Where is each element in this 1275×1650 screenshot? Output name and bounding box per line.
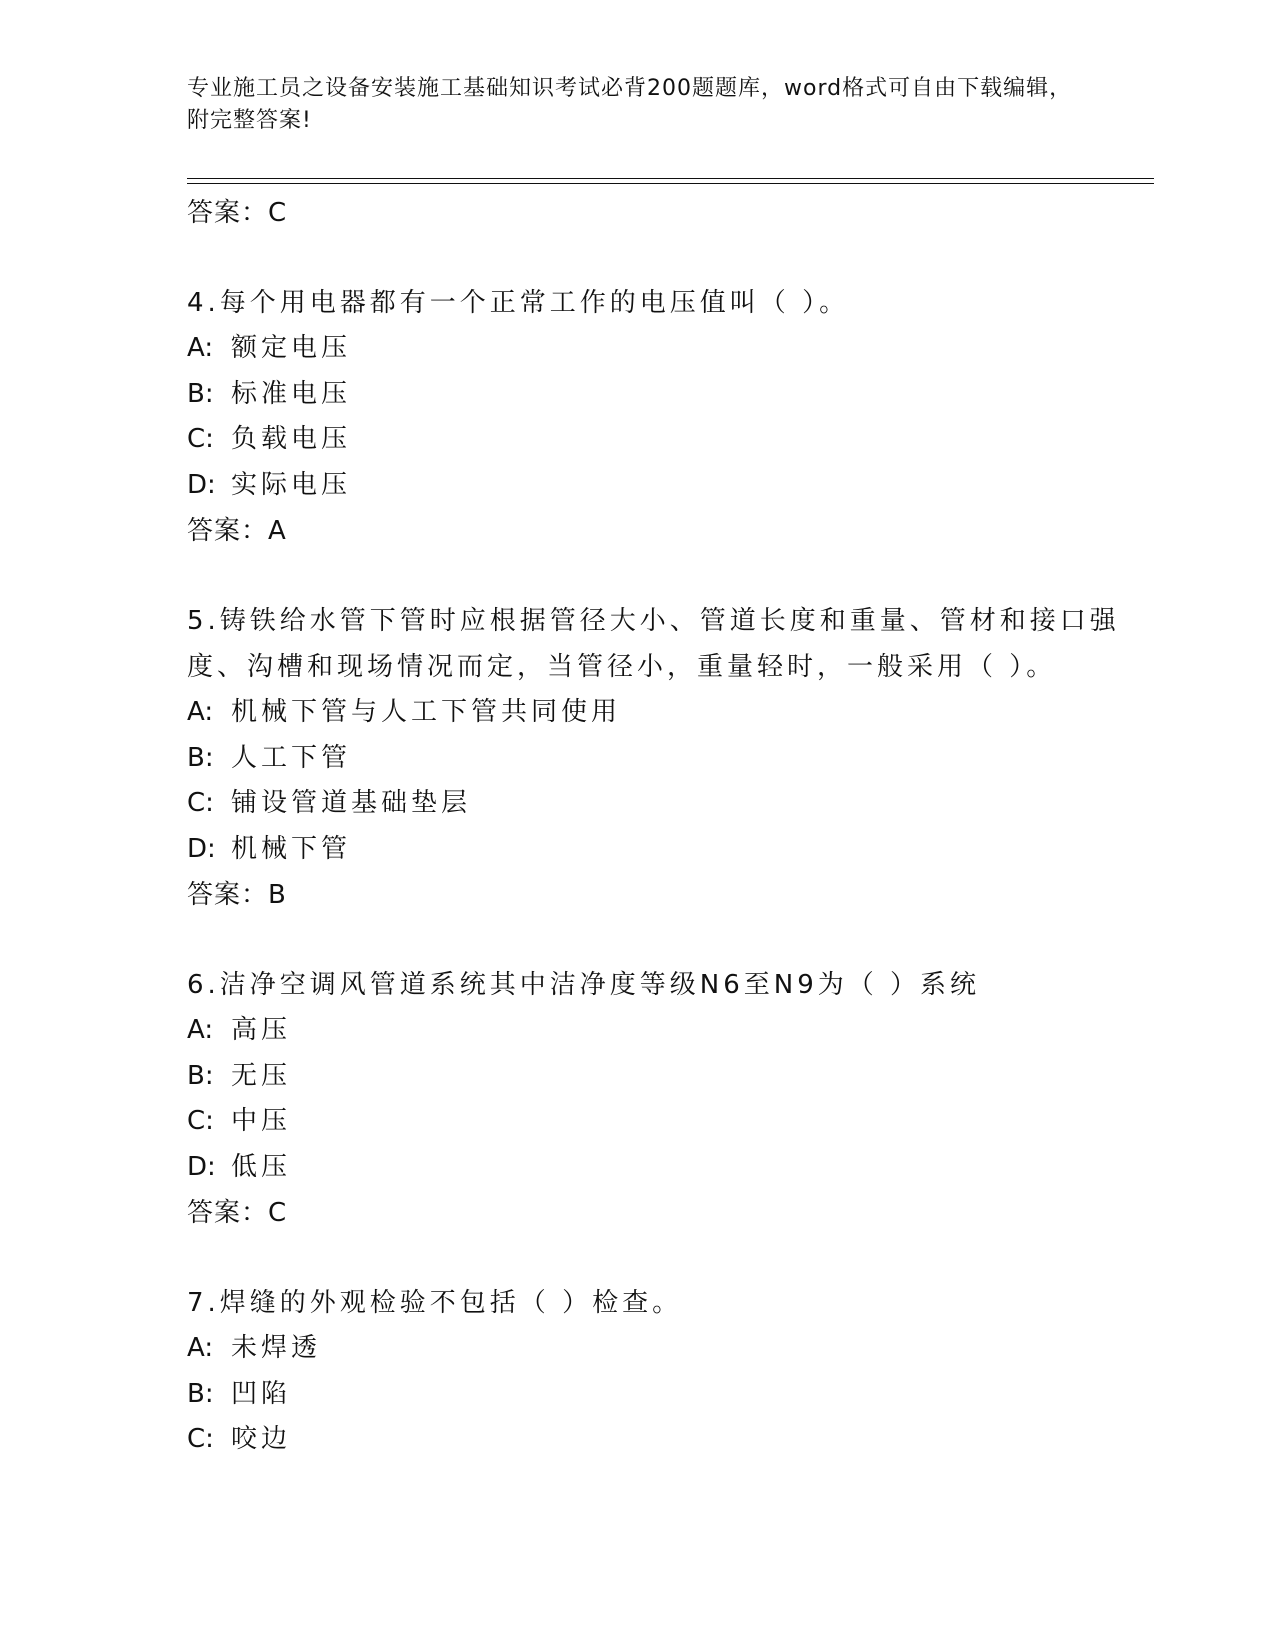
option-d: D: 实际电压 [187,469,352,500]
header-rule-top [187,178,1154,179]
question-stem: 6.洁净空调风管道系统其中洁净度等级N6至N9为（ ）系统 [187,970,981,1000]
answer-line: 答案：B [187,880,287,910]
question-list [187,190,1154,1463]
option-d: D: 低压 [187,1151,292,1182]
option-c: C: 咬边 [187,1424,292,1454]
option-a: A: 未焊透 [187,1333,322,1363]
option-b: B: 标准电压 [187,378,352,409]
question-stem: 4.每个用电器都有一个正常工作的电压值叫（ ）。 [187,288,850,318]
option-a: A: 机械下管与人工下管共同使用 [187,697,622,727]
option-d: D: 机械下管 [187,833,352,864]
option-a: A: 高压 [187,1015,292,1045]
question-block [187,1280,1154,1463]
question-block [187,280,1154,554]
header-rule-bottom [187,183,1154,184]
answer-line: 答案：C [187,1198,288,1228]
spacer [187,236,1154,280]
question-block [187,962,1154,1236]
spacer [187,554,1154,598]
question-block [187,598,1154,918]
document-header: 专业施工员之设备安装施工基础知识考试必背200题题库，word格式可自由下载编辑，附完整答案! [187,76,1073,133]
option-c: C: 负载电压 [187,424,352,454]
spacer [187,1236,1154,1280]
option-c: C: 铺设管道基础垫层 [187,788,472,818]
spacer [187,918,1154,962]
answer-line: 答案：C [187,198,288,228]
question-stem: 7.焊缝的外观检验不包括（ ）检查。 [187,1288,683,1318]
option-c: C: 中压 [187,1106,292,1136]
option-b: B: 无压 [187,1060,292,1091]
option-b: B: 凹陷 [187,1378,292,1409]
answer-line: 答案：A [187,516,287,546]
option-a: A: 额定电压 [187,333,352,363]
option-b: B: 人工下管 [187,742,352,773]
question-stem: 5.铸铁给水管下管时应根据管径大小、管道长度和重量、管材和接口强度、沟槽和现场情况而定，当管径小，重量轻时，一般采用（ ）。 [187,606,1120,682]
